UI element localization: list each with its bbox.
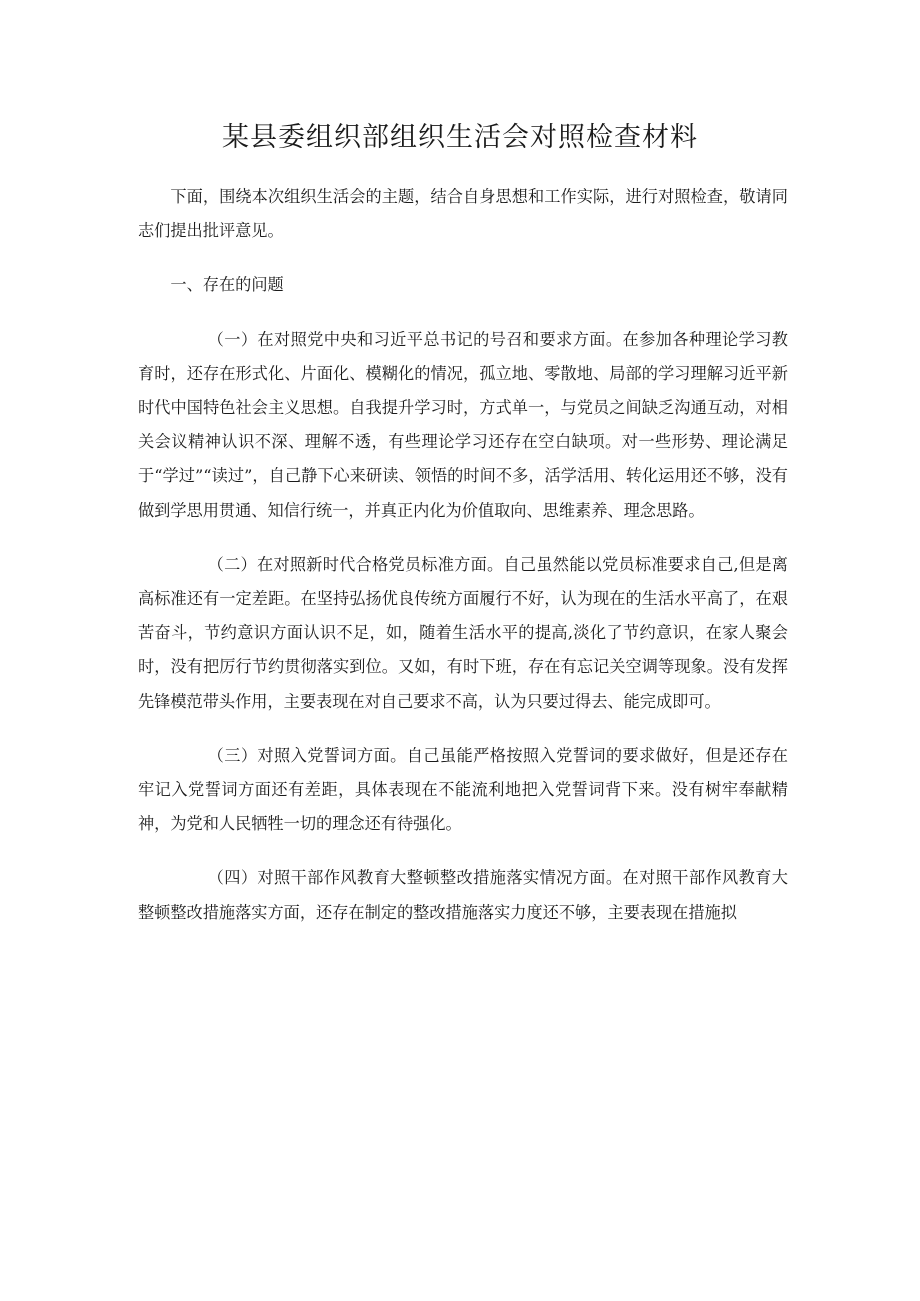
issue-paragraph-3: （三）对照入党誓词方面。自己虽能严格按照入党誓词的要求做好，但是还存在牢记入党誓词方面还有差距，具体表现在不能流利地把入党誓词背下来。没有树牢奉献精神，为党和人民牺牲一切的理念还有待强化。 <box>138 745 788 834</box>
issue-paragraph-4: （四）对照干部作风教育大整顿整改措施落实情况方面。在对照干部作风教育大整顿整改措施落实方面，还存在制定的整改措施落实力度还不够，主要表现在措施拟 <box>138 868 788 922</box>
issue-paragraph-1: （一）在对照党中央和习近平总书记的号召和要求方面。在参加各种理论学习教育时，还存在形式化、片面化、模糊化的情况，孤立地、零散地、局部的学习理解习近平新时代中国特色社会主义思想。自我提升学习时，方式单一，与党员之间缺乏沟通互动，对相关会议精神认识不深、理解不透，有些理论学习还存在空白缺项。对一些形势、理论满足于“学过”“读过”，自己静下心来研读、领悟的时间不多，活学活用、转化运用还不够，没有做到学思用贯通、知信行统一，并真正内化为价值取向、思维素养、理念思路。 <box>138 329 788 520</box>
document-title: 某县委组织部组织生活会对照检查材料 <box>222 122 698 153</box>
issue-paragraph-2: （二）在对照新时代合格党员标准方面。自己虽然能以党员标准要求自己,但是离高标准还有一定差距。在坚持弘扬优良传统方面履行不好，认为现在的生活水平高了，在艰苦奋斗，节约意识方面认识不足，如，随着生活水平的提高,淡化了节约意识，在家人聚会时，没有把厉行节约贯彻落实到位。又如，有时下班，存在有忘记关空调等现象。没有发挥先锋模范带头作用，主要表现在对自己要求不高，认为只要过得去、能完成即可。 <box>138 554 788 711</box>
intro-paragraph: 下面，围绕本次组织生活会的主题，结合自身思想和工作实际，进行对照检查，敬请同志们提出批评意见。 <box>138 187 788 241</box>
section-heading: 一、存在的问题 <box>170 275 284 295</box>
document-body <box>138 180 788 950</box>
